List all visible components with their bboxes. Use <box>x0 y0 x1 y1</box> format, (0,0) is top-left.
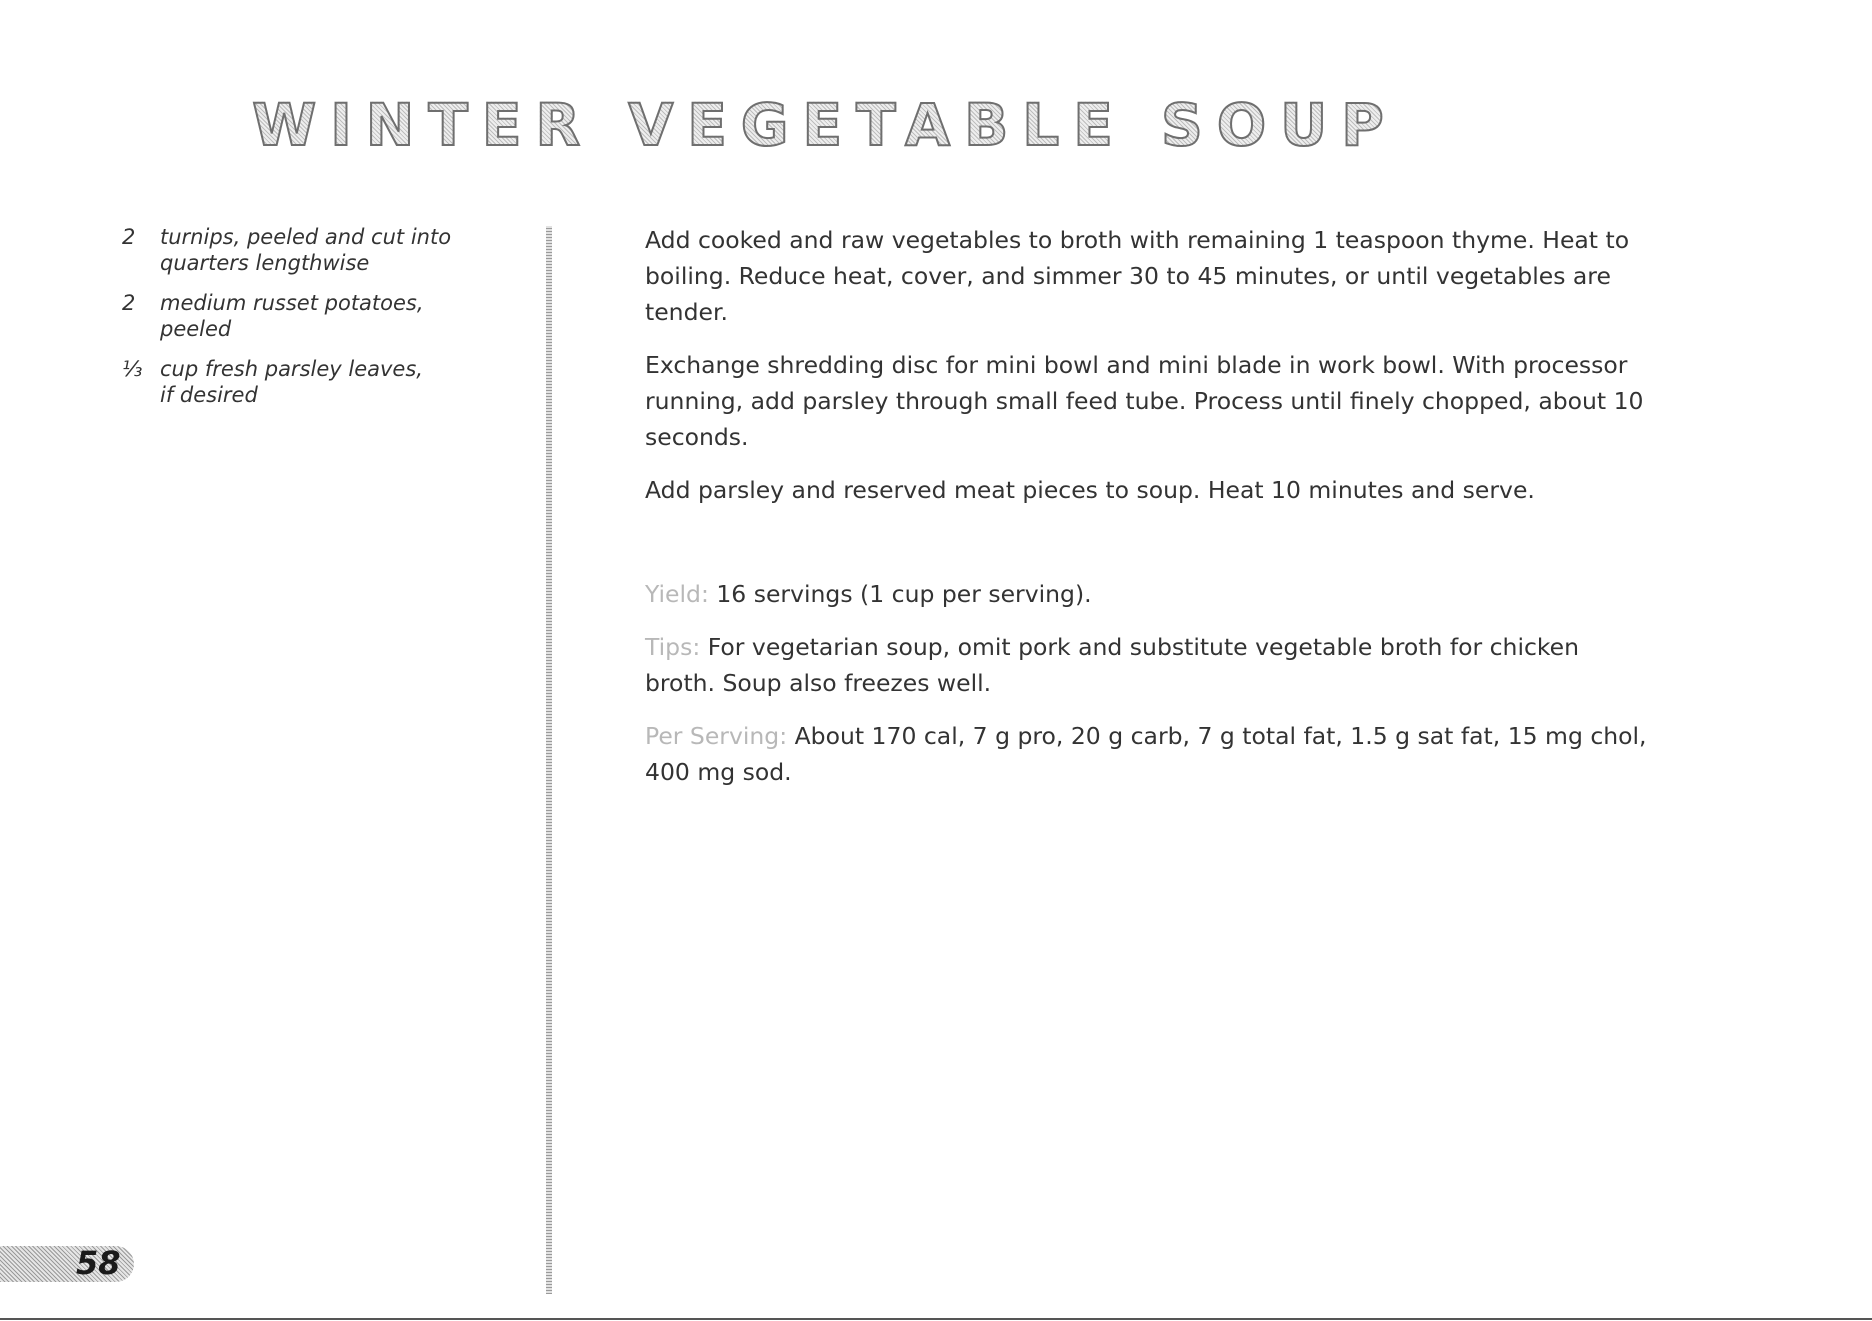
page-number: 58 <box>76 1244 121 1282</box>
ingredient-line: turnips, peeled and cut into <box>160 225 452 249</box>
ingredient-quantity: 2 <box>122 291 136 315</box>
ingredient-description <box>160 290 460 342</box>
page-title: WINTER VEGETABLE SOUP <box>0 96 1650 154</box>
ingredient-line: cup fresh parsley leaves, <box>160 357 423 381</box>
tips-note <box>645 629 1655 701</box>
yield-label: Yield: <box>645 580 709 608</box>
ingredient-item <box>120 290 520 342</box>
ingredient-item <box>120 224 520 276</box>
tips-label: Tips: <box>645 633 701 661</box>
nutrition-note <box>645 718 1655 790</box>
ingredient-line: medium russet potatoes, <box>160 291 424 315</box>
column-divider <box>546 226 552 1294</box>
directions <box>645 222 1655 807</box>
direction-step: Add cooked and raw vegetables to broth with remaining 1 teaspoon thyme. Heat to boiling. Reduce heat, cover, and simmer 30 to 45 minutes, or until vegetables are tender. <box>645 226 1630 326</box>
ingredient-line: if desired <box>160 383 258 407</box>
ingredient-list <box>120 224 520 422</box>
bottom-rule <box>0 1318 1872 1320</box>
per-serving-text: About 170 cal, 7 g pro, 20 g carb, 7 g total fat, 1.5 g sat fat, 15 mg chol, 400 mg sod. <box>645 722 1647 786</box>
ingredient-line: quarters lengthwise <box>160 251 370 275</box>
ingredient-line: peeled <box>160 317 232 341</box>
yield-text: 16 servings (1 cup per serving). <box>716 580 1092 608</box>
ingredient-quantity: 2 <box>122 225 136 249</box>
per-serving-label: Per Serving: <box>645 722 788 750</box>
ingredient-quantity: ⅓ <box>122 357 143 381</box>
ingredient-description <box>160 224 460 276</box>
ingredient-item <box>120 356 520 408</box>
recipe-notes <box>645 576 1655 790</box>
direction-step: Exchange shredding disc for mini bowl and mini blade in work bowl. With processor running, add parsley through small feed tube. Process until finely chopped, about 10 seconds. <box>645 351 1644 451</box>
yield-note <box>645 576 1655 612</box>
tips-text: For vegetarian soup, omit pork and substitute vegetable broth for chicken broth. Soup also freezes well. <box>645 633 1580 697</box>
direction-step: Add parsley and reserved meat pieces to soup. Heat 10 minutes and serve. <box>645 476 1535 504</box>
ingredient-description <box>160 356 460 408</box>
